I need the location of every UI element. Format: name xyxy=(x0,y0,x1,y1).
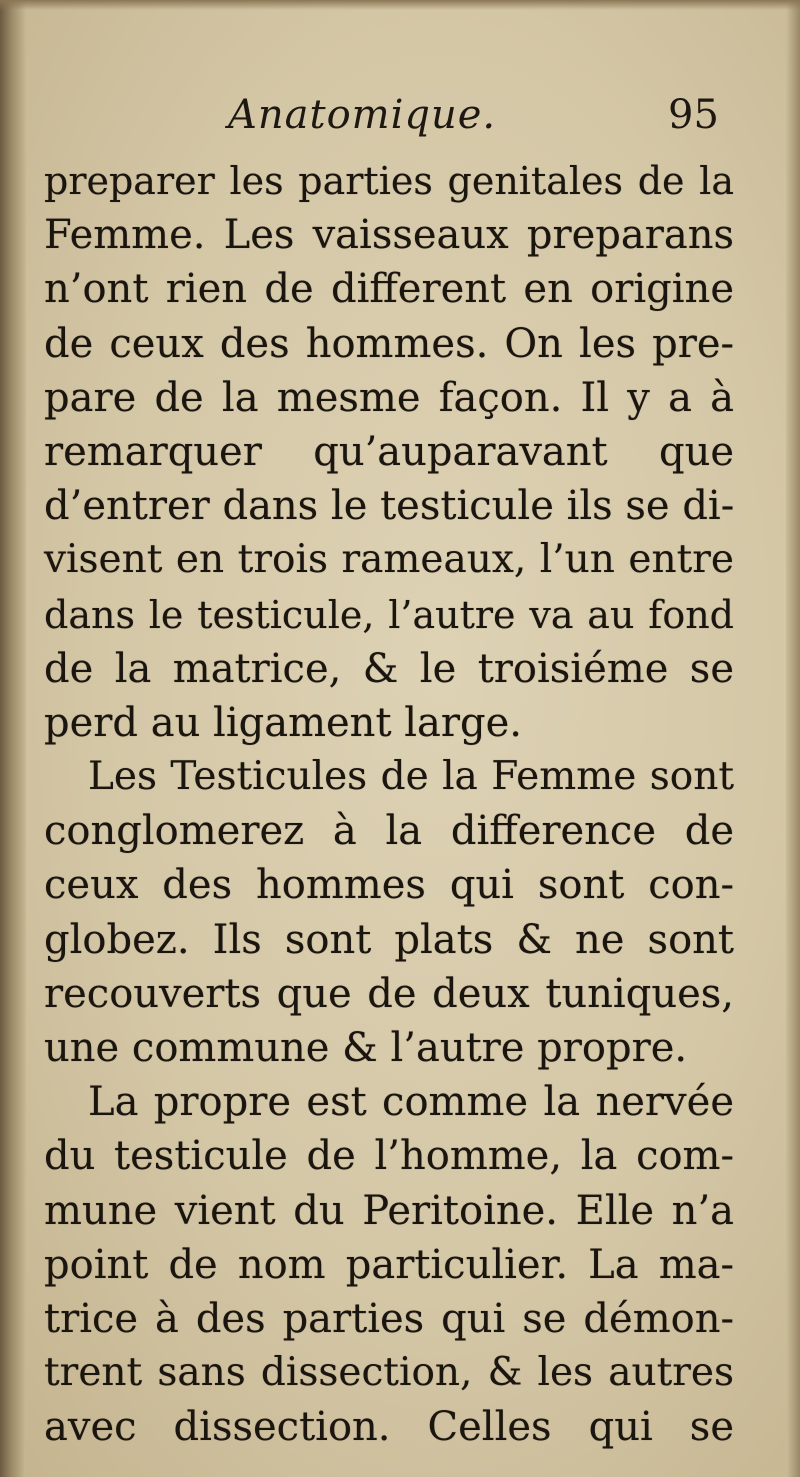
text-line: La propre est comme la nervée xyxy=(88,1079,734,1126)
text-line: de ceux des hommes. On les pre- xyxy=(44,320,734,367)
text-line: avec dissection. Celles qui se xyxy=(44,1404,734,1451)
text-line: remarquer qu’auparavant que xyxy=(44,428,734,475)
text-line: pare de la mesme façon. Il y a à xyxy=(44,374,734,421)
page-gutter xyxy=(0,0,26,1477)
text-line: Les Testicules de la Femme sont xyxy=(88,754,734,800)
text-line: Femme. Les vaisseaux preparans xyxy=(44,212,734,259)
text-line: globez. Ils sont plats & ne sont xyxy=(44,916,734,963)
text-line: conglomerez à la difference de xyxy=(44,808,734,855)
text-line: dans le testicule, l’autre va au fond xyxy=(44,592,734,637)
text-line: d’entrer dans le testicule ils se di- xyxy=(44,483,735,530)
running-head xyxy=(0,92,800,152)
body-text xyxy=(44,154,734,1455)
text-line: recouverts que de deux tuniques, xyxy=(44,970,734,1017)
text-line: une commune & l’autre propre. xyxy=(44,1025,688,1071)
text-line: trice à des parties qui se démon- xyxy=(44,1295,734,1342)
page-edge xyxy=(786,0,800,1477)
text-line: du testicule de l’homme, la com- xyxy=(44,1133,734,1180)
page-number: 95 xyxy=(668,92,719,138)
text-line: ceux des hommes qui sont con- xyxy=(44,862,734,909)
text-line: perd au ligament large. xyxy=(44,699,522,746)
text-line: de la matrice, & le troisiéme se xyxy=(44,645,734,692)
text-line: mune vient du Peritoine. Elle n’a xyxy=(44,1187,734,1234)
text-line: visent en trois rameaux, l’un entre xyxy=(44,537,734,583)
text-line: point de nom particulier. La ma- xyxy=(44,1241,734,1288)
text-line: trent sans dissection, & les autres xyxy=(44,1350,734,1396)
text-line: n’ont rien de different en origine xyxy=(44,266,734,313)
running-title: Anatomique. xyxy=(228,92,497,138)
page-top-shadow xyxy=(0,0,800,10)
text-line: preparer les parties genitales de la xyxy=(44,159,734,203)
